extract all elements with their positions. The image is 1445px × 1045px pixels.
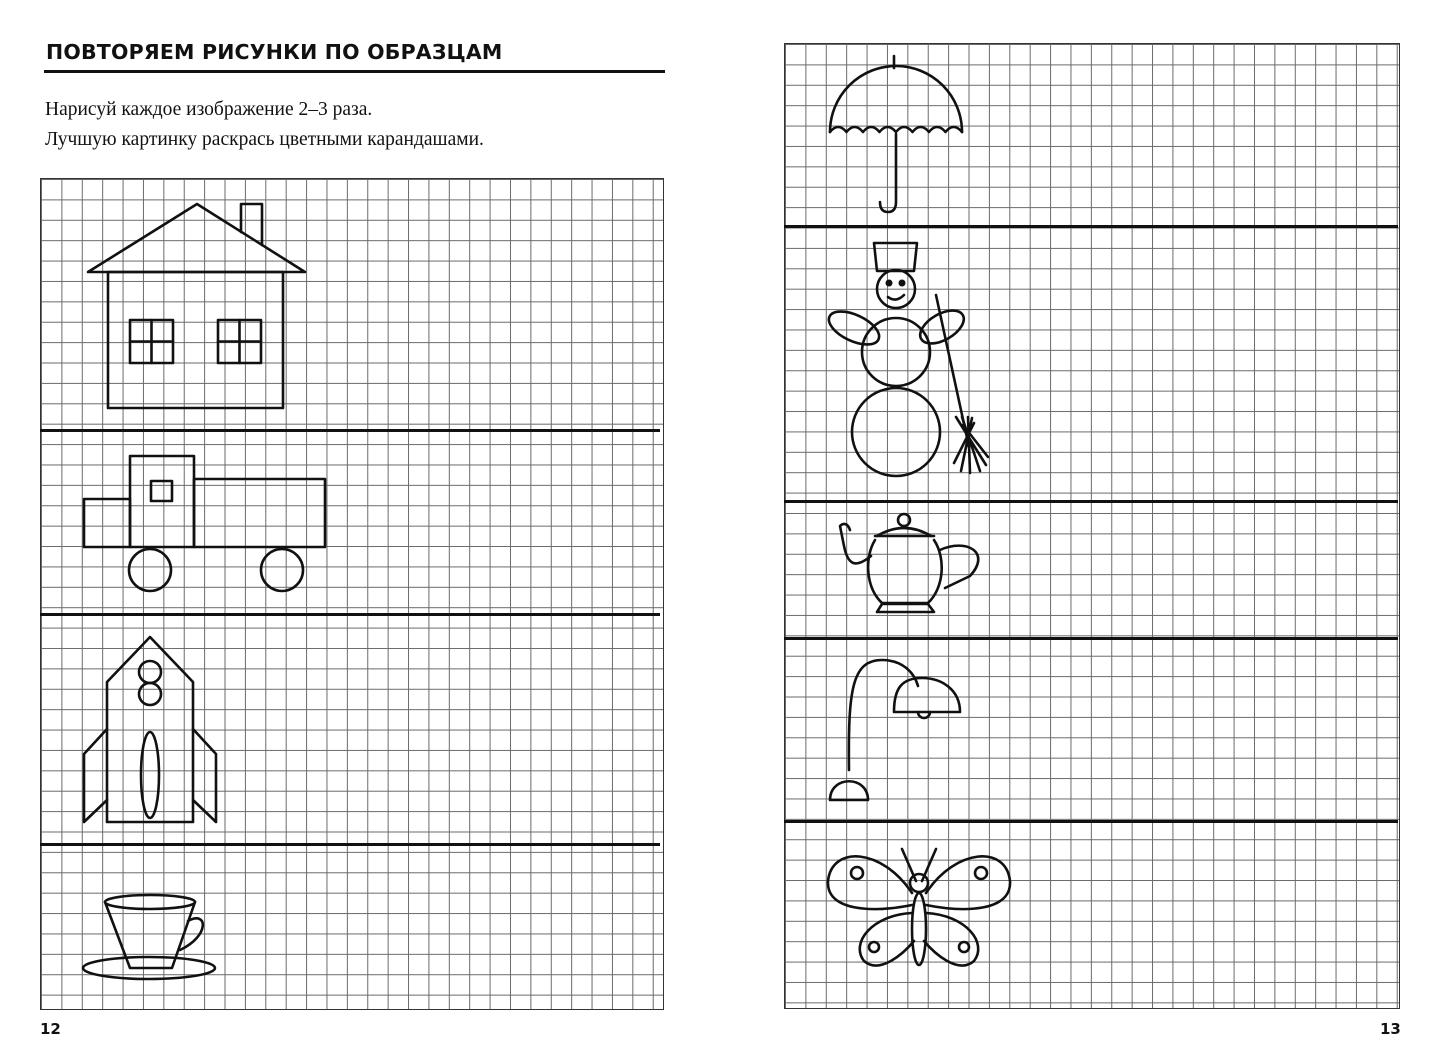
row-separator	[40, 613, 660, 616]
cup-icon	[80, 888, 225, 986]
house-icon	[80, 198, 310, 413]
left-page	[0, 0, 722, 1045]
row-separator	[784, 820, 1398, 823]
page-heading: ПОВТОРЯЕМ РИСУНКИ ПО ОБРАЗЦАМ	[46, 40, 503, 64]
truck-icon	[80, 450, 332, 598]
snowman-icon	[822, 235, 997, 481]
instruction-line: Лучшую картинку раскрась цветными карандашами.	[45, 129, 484, 150]
row-separator	[784, 500, 1398, 503]
row-separator	[784, 637, 1398, 640]
row-separator	[784, 225, 1398, 228]
umbrella-icon	[822, 52, 972, 216]
row-separator	[40, 843, 660, 846]
lamp-icon	[822, 650, 967, 806]
instructions	[45, 95, 484, 155]
row-separator	[40, 429, 660, 432]
heading-underline	[44, 70, 665, 73]
rocket-icon	[80, 632, 224, 832]
page-number: 13	[1380, 1020, 1401, 1038]
page-number: 12	[40, 1020, 61, 1038]
butterfly-icon	[822, 843, 1017, 975]
teapot-icon	[822, 508, 994, 623]
instruction-line: Нарисуй каждое изображение 2–3 раза.	[45, 99, 373, 120]
right-page	[722, 0, 1445, 1045]
